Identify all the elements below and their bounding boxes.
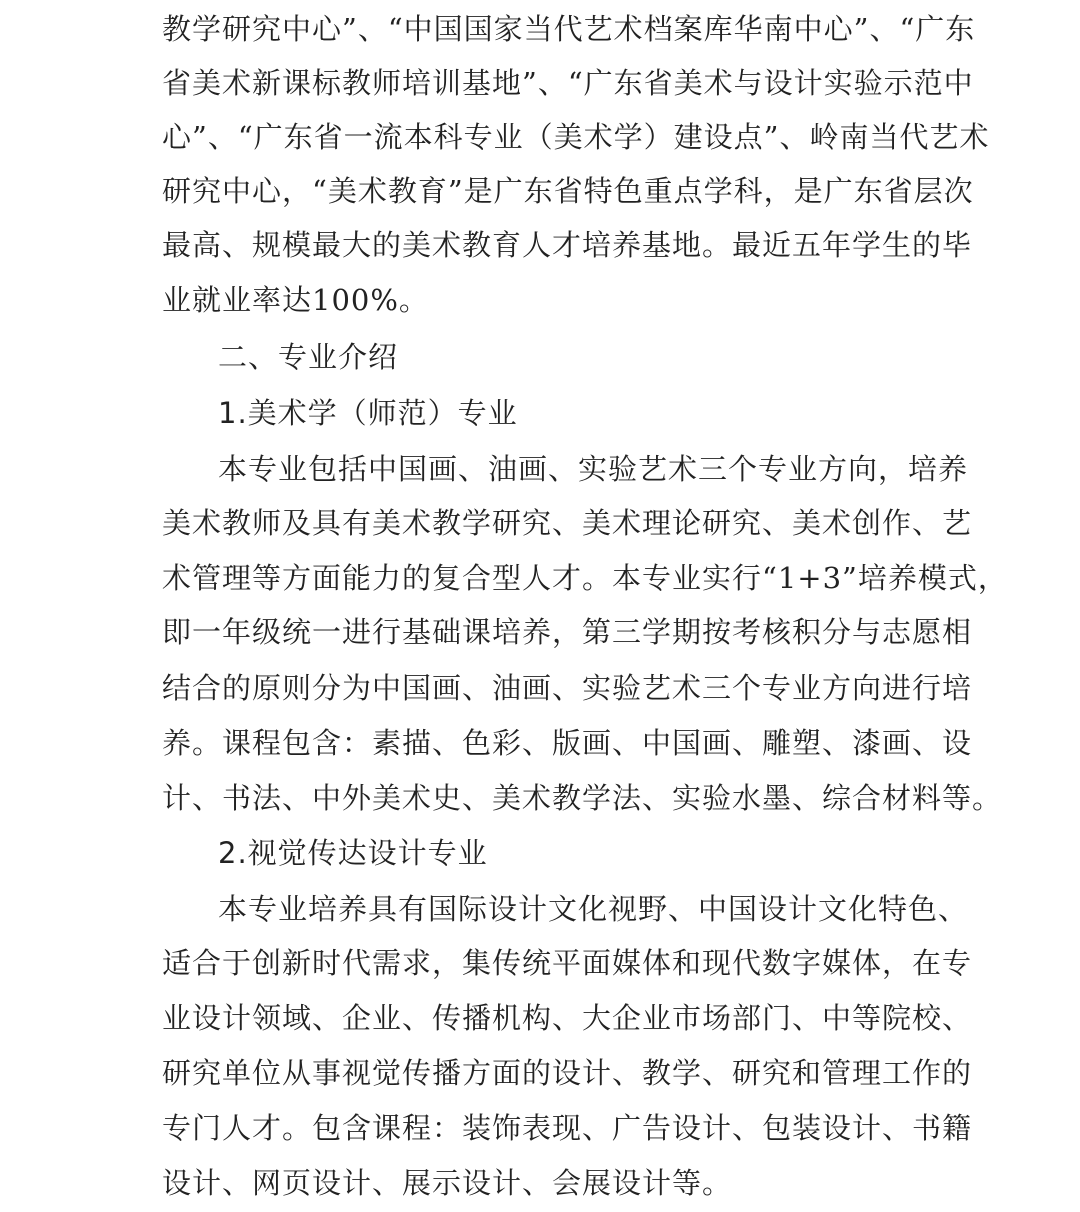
major-paragraph-line: 即一年级统一进行基础课培养，第三学期按考核积分与志愿相 xyxy=(162,615,973,649)
intro-line: 研究中心，“美术教育”是广东省特色重点学科，是广东省层次 xyxy=(162,174,974,208)
intro-line: 教学研究中心”、“中国国家当代艺术档案库华南中心”、“广东 xyxy=(162,12,976,46)
major-paragraph-line: 术管理等方面能力的复合型人才。本专业实行“1+3”培养模式， xyxy=(162,561,1008,595)
major-paragraph-line: 适合于创新时代需求，集传统平面媒体和现代数字媒体，在专 xyxy=(162,946,973,980)
major-paragraph-line: 养。课程包含：素描、色彩、版画、中国画、雕塑、漆画、设 xyxy=(162,726,973,760)
intro-line: 业就业率达100%。 xyxy=(162,283,429,317)
major-paragraph-line: 业设计领域、企业、传播机构、大企业市场部门、中等院校、 xyxy=(162,1001,973,1035)
major-paragraph-line: 设计、网页设计、展示设计、会展设计等。 xyxy=(162,1166,733,1200)
major-paragraph-line: 本专业包括中国画、油画、实验艺术三个专业方向，培养 xyxy=(218,452,969,486)
major-paragraph-line: 专门人才。包含课程：装饰表现、广告设计、包装设计、书籍 xyxy=(162,1111,973,1145)
major-paragraph-line: 结合的原则分为中国画、油画、实验艺术三个专业方向进行培 xyxy=(162,671,973,705)
major-paragraph-line: 计、书法、中外美术史、美术教学法、实验水墨、综合材料等。 xyxy=(162,781,1003,815)
major-title: 1.美术学（师范）专业 xyxy=(218,396,518,430)
intro-line: 最高、规模最大的美术教育人才培养基地。最近五年学生的毕 xyxy=(162,228,973,262)
intro-line: 省美术新课标教师培训基地”、“广东省美术与设计实验示范中 xyxy=(162,66,974,100)
major-paragraph-line: 美术教师及具有美术教学研究、美术理论研究、美术创作、艺 xyxy=(162,506,973,540)
section-heading: 二、专业介绍 xyxy=(218,340,399,374)
major-title: 2.视觉传达设计专业 xyxy=(218,836,488,870)
intro-line: 心”、“广东省一流本科专业（美术学）建设点”、岭南当代艺术 xyxy=(162,120,990,154)
major-paragraph-line: 研究单位从事视觉传播方面的设计、教学、研究和管理工作的 xyxy=(162,1056,973,1090)
major-paragraph-line: 本专业培养具有国际设计文化视野、中国设计文化特色、 xyxy=(218,892,969,926)
